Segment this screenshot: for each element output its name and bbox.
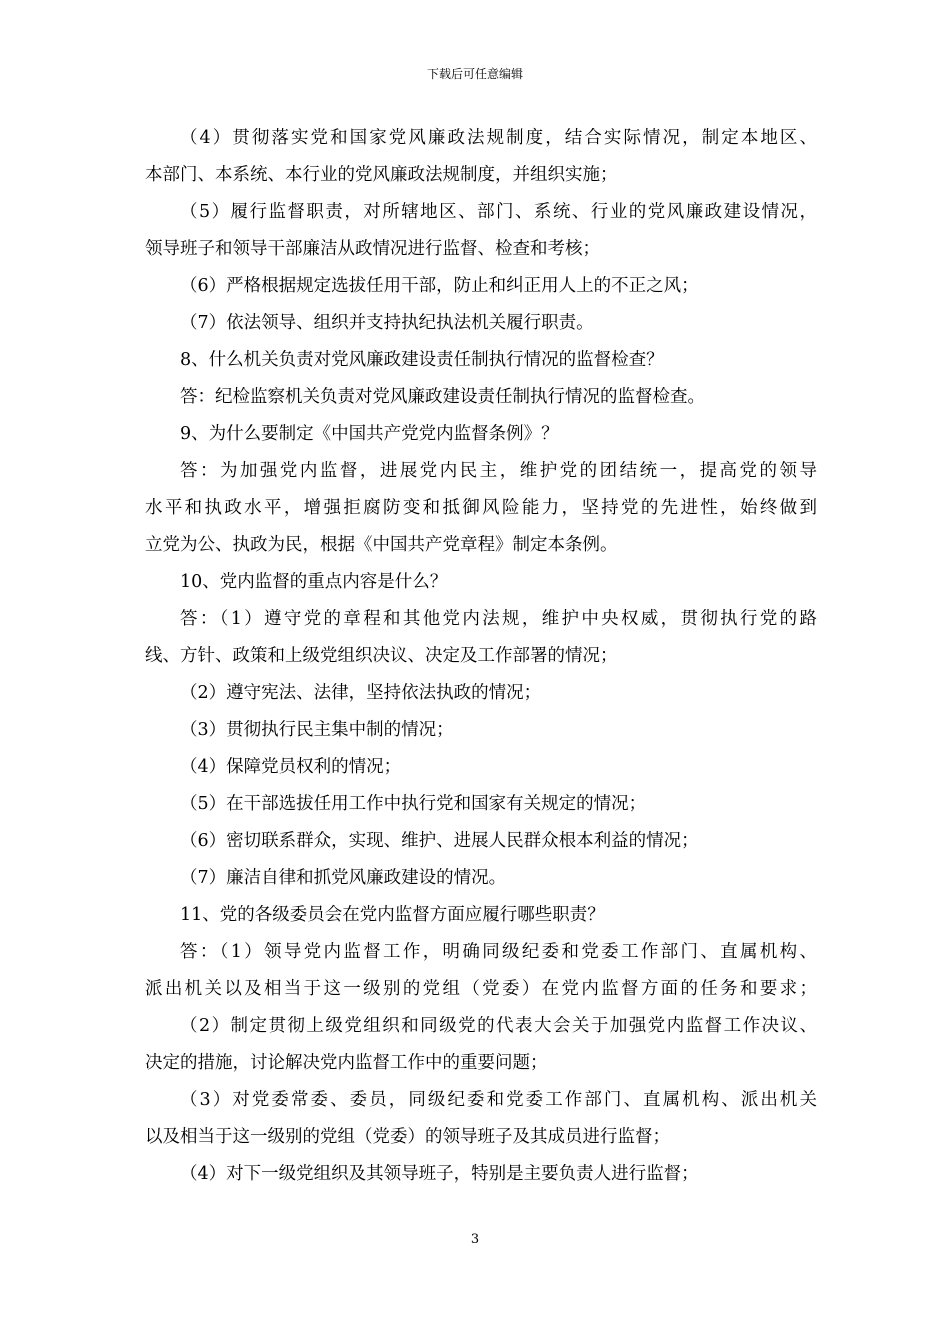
answer-line: 答：（1）遵守党的章程和其他党内法规，维护中央权威，贯彻执行党的路 xyxy=(180,609,817,629)
question-line: 11、党的各级委员会在党内监督方面应履行哪些职责？ xyxy=(180,905,605,925)
paragraph-line: （5）在干部选拔任用工作中执行党和国家有关规定的情况； xyxy=(180,794,647,814)
paragraph-line: 线、方针、政策和上级党组织决议、决定及工作部署的情况； xyxy=(145,646,618,666)
paragraph-line: 以及相当于这一级别的党组（党委）的领导班子及其成员进行监督； xyxy=(145,1127,670,1147)
paragraph-line: 派出机关以及相当于这一级别的党组（党委）在党内监督方面的任务和要求； xyxy=(145,979,817,999)
paragraph-line: 本部门、本系统、本行业的党风廉政法规制度，并组织实施； xyxy=(145,165,618,185)
document-body xyxy=(145,120,817,1193)
paragraph-line: （6）密切联系群众，实现、维护、进展人民群众根本利益的情况； xyxy=(180,831,699,851)
paragraph-line: （4）保障党员权利的情况； xyxy=(180,757,402,777)
page-number: 3 xyxy=(470,1232,480,1247)
paragraph-line: （4）对下一级党组织及其领导班子，特别是主要负责人进行监督； xyxy=(180,1164,699,1184)
question-line: 10、党内监督的重点内容是什么？ xyxy=(180,572,448,592)
paragraph-line: （6）严格根据规定选拔任用干部，防止和纠正用人上的不正之风； xyxy=(180,276,699,296)
paragraph-line: （3）贯彻执行民主集中制的情况； xyxy=(180,720,454,740)
paragraph-line: （7）依法领导、组织并支持执纪执法机关履行职责。 xyxy=(180,313,594,333)
paragraph-line: 决定的措施，讨论解决党内监督工作中的重要问题； xyxy=(145,1053,548,1073)
paragraph-line: （2）遵守宪法、法律，坚持依法执政的情况； xyxy=(180,683,542,703)
question-line: 8、什么机关负责对党风廉政建设责任制执行情况的监督检查？ xyxy=(180,350,664,370)
answer-line: 答：（1）领导党内监督工作，明确同级纪委和党委工作部门、直属机构、 xyxy=(180,942,817,962)
paragraph-line: 领导班子和领导干部廉洁从政情况进行监督、检查和考核； xyxy=(145,239,600,259)
question-line: 9、为什么要制定《中国共产党党内监督条例》？ xyxy=(180,424,559,444)
paragraph-line: （7）廉洁自律和抓党风廉政建设的情况。 xyxy=(180,868,507,888)
paragraph-line: 水平和执政水平，增强拒腐防变和抵御风险能力，坚持党的先进性，始终做到 xyxy=(145,498,817,518)
paragraph-line: （5）履行监督职责，对所辖地区、部门、系统、行业的党风廉政建设情况， xyxy=(180,202,817,222)
paragraph-line: （2）制定贯彻上级党组织和同级党的代表大会关于加强党内监督工作决议、 xyxy=(180,1016,817,1036)
page-header: 下载后可任意编辑 xyxy=(426,67,523,81)
paragraph-line: 立党为公、执政为民，根据《中国共产党章程》制定本条例。 xyxy=(145,535,618,555)
answer-line: 答：为加强党内监督，进展党内民主，维护党的团结统一，提高党的领导 xyxy=(180,461,817,481)
paragraph-line: （4）贯彻落实党和国家党风廉政法规制度，结合实际情况，制定本地区、 xyxy=(180,128,817,148)
answer-line: 答：纪检监察机关负责对党风廉政建设责任制执行情况的监督检查。 xyxy=(180,387,705,407)
paragraph-line: （3）对党委常委、委员，同级纪委和党委工作部门、直属机构、派出机关 xyxy=(180,1090,817,1110)
